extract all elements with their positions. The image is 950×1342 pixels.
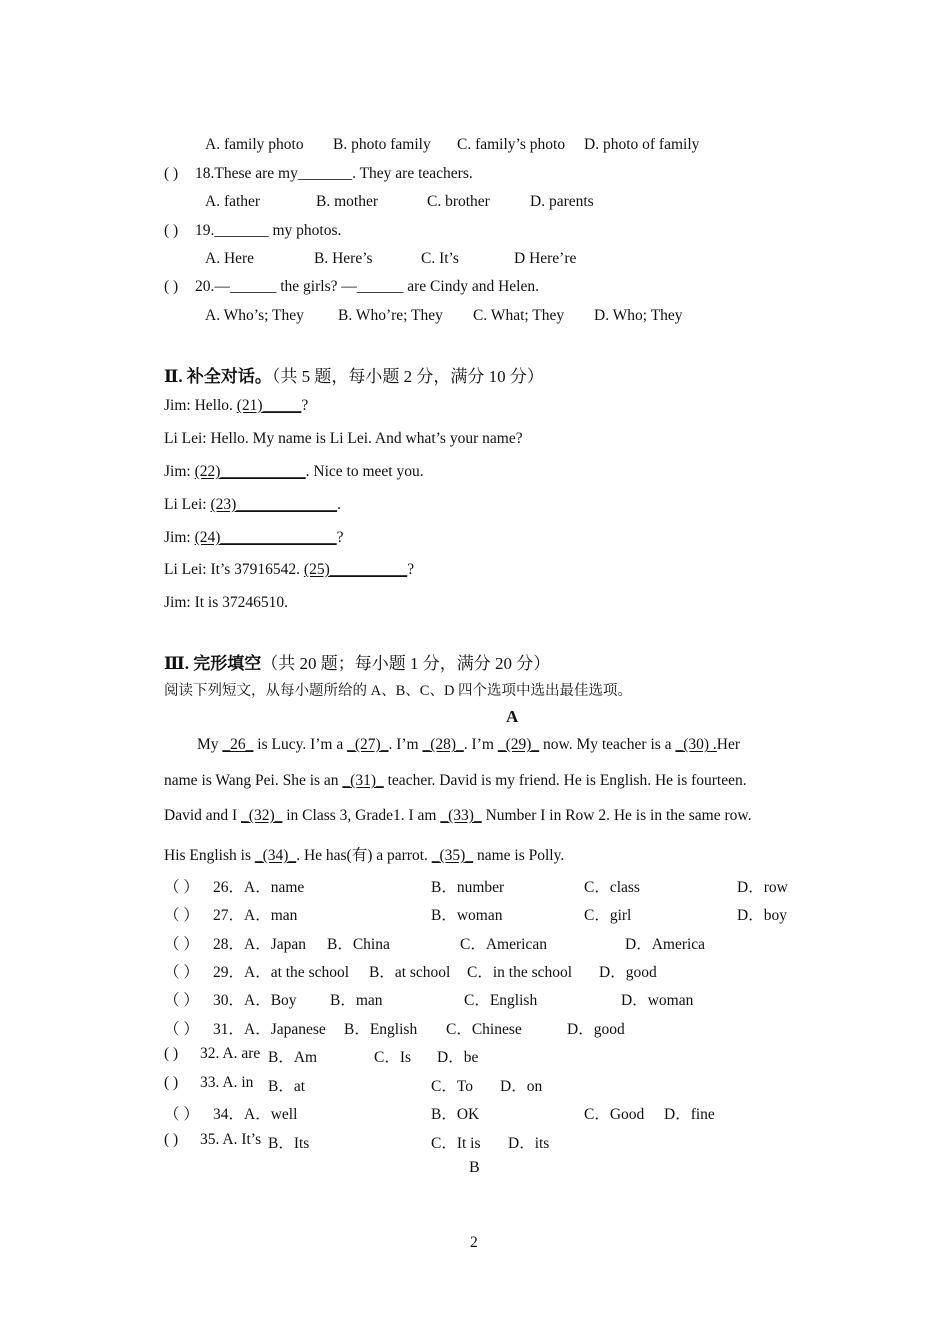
q32-answer-paren: ( ): [164, 1045, 179, 1062]
blank-29[interactable]: _(29)_: [497, 736, 540, 753]
blank-28[interactable]: _(28)_: [422, 736, 464, 753]
dialogue-line-25: Li Lei: It’s 37916542. (25)__________?: [164, 561, 415, 578]
q32-option-b: B．Am: [268, 1049, 318, 1066]
q35-option-c: C．It is: [431, 1135, 481, 1152]
page-number: 2: [470, 1234, 478, 1251]
q27-option-b: B．woman: [431, 907, 503, 924]
q17-option-a: A. family photo: [205, 136, 304, 153]
q31-option-d: D．good: [567, 1021, 625, 1038]
q29-option-a: 29．A．at the school: [213, 964, 350, 981]
dialogue-line-21: Jim: Hello. (21)_____?: [164, 397, 309, 414]
passage-line: His English is _(34)_. He has(有) a parrot. _(35)_ name is Polly.: [164, 847, 565, 864]
q30-option-a: 30．A．Boy: [213, 992, 297, 1009]
q30-option-b: B．man: [330, 992, 383, 1009]
q33-option-a: 33. A. in: [200, 1074, 254, 1091]
q28-option-b: B．China: [327, 936, 390, 953]
passage-line: name is Wang Pei. She is an _(31)_ teacher. David is my friend. He is English. He is fourteen.: [164, 772, 747, 789]
q30-answer-paren: （ ）: [164, 992, 199, 1009]
q26-option-b: B．number: [431, 879, 505, 896]
q33-option-d: D．on: [500, 1078, 543, 1095]
q29-option-c: C．in the school: [467, 964, 573, 981]
q33-answer-paren: ( ): [164, 1074, 179, 1091]
q34-answer-paren: （ ）: [164, 1106, 199, 1123]
q29-option-d: D．good: [599, 964, 657, 981]
q18-option-b: B. mother: [316, 193, 378, 210]
blank-32[interactable]: _(32)_: [241, 807, 283, 824]
q19-option-b: B. Here’s: [314, 250, 373, 267]
q32-option-a: 32. A. are: [200, 1045, 261, 1062]
q29-option-b: B．at school: [369, 964, 451, 981]
q19-answer-paren: ( ): [164, 222, 179, 239]
q18-option-c: C. brother: [427, 193, 490, 210]
q35-option-a: 35. A. It’s: [200, 1131, 262, 1148]
passage-a-title: A: [506, 707, 519, 726]
q27-option-a: 27．A．man: [213, 907, 298, 924]
blank-25[interactable]: (25)__________: [303, 561, 408, 578]
blank-34[interactable]: _(34)_: [254, 847, 297, 864]
blank-24[interactable]: (24)_______________: [194, 529, 337, 546]
q18-option-d: D. parents: [530, 193, 594, 210]
q27-option-c: C．girl: [584, 907, 632, 924]
q17-option-d: D. photo of family: [584, 136, 700, 153]
q29-answer-paren: （ ）: [164, 964, 199, 981]
q34-option-c: C．Good: [584, 1106, 645, 1123]
dialogue-line-23: Li Lei: (23)_____________.: [164, 496, 341, 513]
q19-option-c: C. It’s: [421, 250, 459, 267]
q20-option-c: C. What; They: [473, 307, 565, 324]
section-2-heading: [164, 362, 544, 387]
blank-26[interactable]: _26_: [222, 736, 254, 753]
q28-answer-paren: （ ）: [164, 936, 199, 953]
blank-27[interactable]: _(27)_: [347, 736, 389, 753]
dialogue-line-24: Jim: (24)_______________?: [164, 529, 344, 546]
section-3-note: （共 20 题；每小题 1 分，满分 20 分）: [261, 654, 551, 673]
q19-stem: 19._______ my photos.: [195, 222, 342, 239]
q30-option-c: C．English: [464, 992, 538, 1009]
q34-option-a: 34．A．well: [213, 1106, 298, 1123]
q31-option-b: B．English: [344, 1021, 418, 1038]
q28-option-d: D．America: [625, 936, 706, 953]
q34-option-b: B．OK: [431, 1106, 480, 1123]
q31-option-a: 31．A．Japanese: [213, 1021, 326, 1038]
dialogue-line-li-lei-intro: Li Lei: Hello. My name is Li Lei. And what’s your name?: [164, 430, 523, 447]
blank-33[interactable]: _(33)_: [440, 807, 482, 824]
q27-answer-paren: （ ）: [164, 907, 199, 924]
q18-answer-paren: ( ): [164, 165, 179, 182]
section-2-note: （共 5 题，每小题 2 分，满分 10 分）: [271, 367, 544, 386]
q32-option-c: C．Is: [374, 1049, 412, 1066]
q27-option-d: D．boy: [737, 907, 787, 924]
blank-21[interactable]: (21)_____: [236, 397, 302, 414]
blank-22[interactable]: (22)___________: [194, 463, 306, 480]
section-2-title: Ⅱ. 补全对话。: [164, 367, 272, 386]
passage-line: David and I _(32)_ in Class 3, Grade1. I am _(33)_ Number I in Row 2. He is in the same row.: [164, 807, 752, 824]
passage-line: My _26_ is Lucy. I’m a _(27)_. I’m _(28)_. I’m _(29)_ now. My teacher is a _(30) .Her: [197, 736, 741, 753]
q28-option-a: 28．A．Japan: [213, 936, 306, 953]
q26-option-c: C．class: [584, 879, 640, 896]
q26-answer-paren: （ ）: [164, 879, 199, 896]
blank-35[interactable]: _(35)_: [431, 847, 474, 864]
q20-option-b: B. Who’re; They: [338, 307, 443, 324]
dialogue-line-final: Jim: It is 37246510.: [164, 594, 289, 611]
q19-option-a: A. Here: [205, 250, 255, 267]
passage-b-title: B: [469, 1159, 480, 1176]
q17-option-c: C. family’s photo: [457, 136, 566, 153]
q33-option-c: C．To: [431, 1078, 473, 1095]
blank-23[interactable]: (23)_____________: [210, 496, 338, 513]
q17-option-b: B. photo family: [333, 136, 431, 153]
section-3-heading: [164, 649, 550, 674]
q35-answer-paren: ( ): [164, 1131, 179, 1148]
q32-option-d: D．be: [437, 1049, 479, 1066]
q26-option-a: 26．A．name: [213, 879, 305, 896]
q30-option-d: D．woman: [621, 992, 694, 1009]
q31-option-c: C．Chinese: [446, 1021, 522, 1038]
q18-option-a: A. father: [205, 193, 261, 210]
q18-stem: 18.These are my_______. They are teachers.: [195, 165, 473, 182]
blank-30[interactable]: _(30) .: [675, 736, 717, 753]
q19-option-d: D Here’re: [514, 250, 577, 267]
section-3-instruction: 阅读下列短文，从每小题所给的 A、B、C、D 四个选项中选出最佳选项。: [164, 683, 633, 699]
q20-option-a: A. Who’s; They: [205, 307, 304, 324]
q31-answer-paren: （ ）: [164, 1021, 199, 1038]
q20-answer-paren: ( ): [164, 278, 179, 295]
q28-option-c: C．American: [460, 936, 547, 953]
q26-option-d: D．row: [737, 879, 788, 896]
q20-option-d: D. Who; They: [594, 307, 683, 324]
q35-option-d: D．its: [508, 1135, 550, 1152]
section-3-title: Ⅲ. 完形填空: [164, 654, 262, 673]
blank-31[interactable]: _(31)_: [342, 772, 384, 789]
q33-option-b: B．at: [268, 1078, 306, 1095]
q34-option-d: D．fine: [664, 1106, 715, 1123]
q20-stem: 20.—______ the girls? —______ are Cindy and Helen.: [195, 278, 539, 295]
q35-option-b: B．Its: [268, 1135, 310, 1152]
dialogue-line-22: Jim: (22)___________. Nice to meet you.: [164, 463, 424, 480]
